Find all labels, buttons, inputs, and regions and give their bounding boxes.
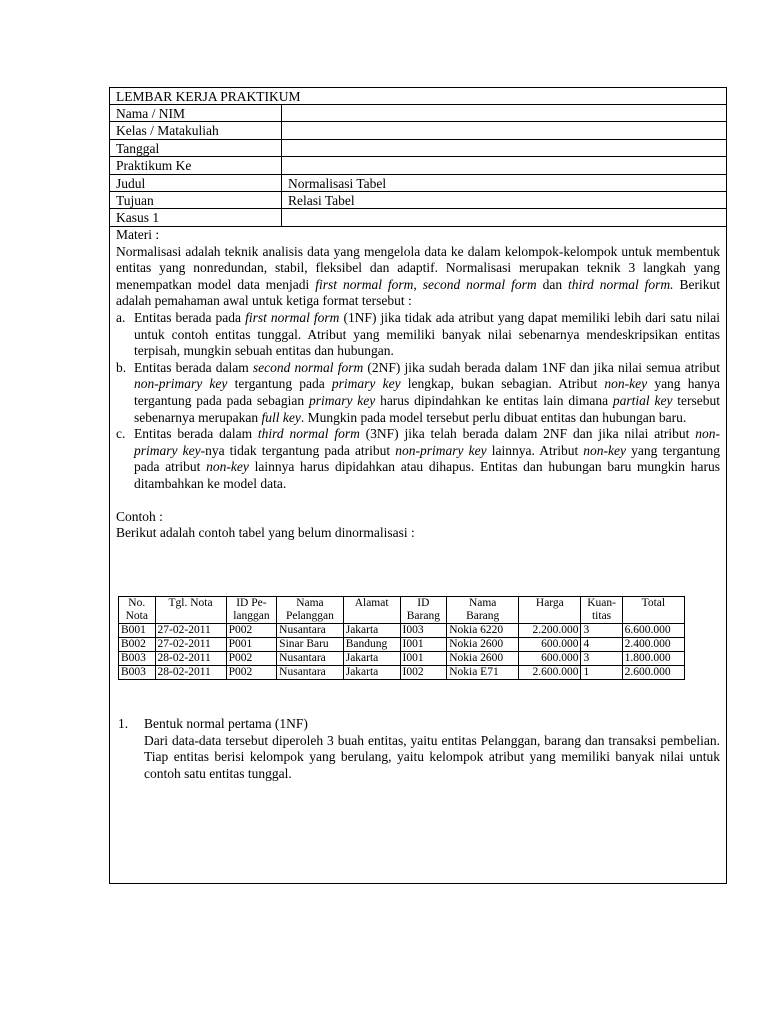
table-cell: 600.000 bbox=[519, 638, 581, 652]
table-cell: 4 bbox=[581, 638, 622, 652]
table-body bbox=[119, 624, 685, 680]
table-cell: 600.000 bbox=[519, 652, 581, 666]
table-cell: I001 bbox=[400, 652, 447, 666]
table-cell: Nokia 6220 bbox=[447, 624, 519, 638]
table-header-cell: No. Nota bbox=[119, 597, 156, 624]
table-header-cell: Nama Barang bbox=[447, 597, 519, 624]
table-cell: 27-02-2011 bbox=[155, 638, 226, 652]
table-row bbox=[119, 666, 685, 680]
table-cell: Nokia E71 bbox=[447, 666, 519, 680]
materi-section bbox=[116, 227, 720, 542]
table-cell: Nusantara bbox=[277, 666, 344, 680]
header-row-label: Judul bbox=[116, 175, 146, 191]
table-cell: 2.200.000 bbox=[519, 624, 581, 638]
header-row bbox=[110, 105, 726, 122]
materi-list-item: c. Entitas berada dalam third normal form (3NF) jika telah berada dalam 2NF dan jika nilai atribut non-primary key-nya tidak tergantung pada atribut non-primary key lainnya. Atribut non-key yang tergantung pada atribut non-key lainnya harus dipidahkan atau dihapus. Entitas dan hubungan baru mungkin harus ditambahkan ke model data. bbox=[116, 426, 721, 491]
materi-heading: Materi : bbox=[116, 227, 160, 242]
header-row-value: Relasi Tabel bbox=[288, 193, 355, 208]
table-cell: 28-02-2011 bbox=[155, 666, 226, 680]
table-cell: B001 bbox=[119, 624, 156, 638]
table-header-cell: Nama Pelanggan bbox=[277, 597, 344, 624]
header-row-label: Tanggal bbox=[116, 140, 160, 156]
table-cell: I003 bbox=[400, 624, 447, 638]
materi-intro: Normalisasi adalah teknik analisis data yang mengelola data ke dalam kelompok-kelompok untuk membentuk entitas yang nonredundan, stabil, fleksibel dan adaptif. Normalisasi merupakan teknik 3 langkah yang menempatkan model data menjadi first normal form, second normal form dan third normal form. Berikut adalah pemahaman awal untuk ketiga format tersebut : bbox=[116, 243, 721, 309]
table-cell: Nusantara bbox=[277, 624, 344, 638]
table-cell: B003 bbox=[119, 652, 156, 666]
materi-list bbox=[116, 310, 720, 493]
header-row bbox=[110, 157, 726, 174]
table-cell: P002 bbox=[226, 624, 277, 638]
table-cell: 2.600.000 bbox=[622, 666, 684, 680]
header-row-label: Nama / NIM bbox=[116, 106, 185, 121]
section-1nf-title bbox=[118, 716, 720, 733]
header-row bbox=[110, 192, 726, 209]
table-cell: 1 bbox=[581, 666, 622, 680]
table-header-cell: Total bbox=[622, 597, 684, 624]
header-row-label: Praktikum Ke bbox=[116, 158, 192, 174]
contoh-heading: Contoh : bbox=[116, 508, 163, 524]
table-row bbox=[119, 638, 685, 652]
table-cell: 6.600.000 bbox=[622, 624, 684, 638]
table-header-cell: ID Pe- langgan bbox=[226, 597, 277, 624]
table-cell: Bandung bbox=[343, 638, 400, 652]
header-row bbox=[110, 209, 726, 226]
table-cell: B002 bbox=[119, 638, 156, 652]
table-row bbox=[119, 652, 685, 666]
table-cell: B003 bbox=[119, 666, 156, 680]
header-row-label: Tujuan bbox=[116, 193, 154, 208]
header-row-label: Kasus 1 bbox=[116, 210, 160, 226]
table-header-cell: Harga bbox=[519, 597, 581, 624]
table-cell: Jakarta bbox=[343, 666, 400, 680]
table-header-cell: Alamat bbox=[343, 597, 400, 624]
table-header-cell: ID Barang bbox=[400, 597, 447, 624]
table-cell: Nusantara bbox=[277, 652, 344, 666]
contoh-text: Berikut adalah contoh tabel yang belum dinormalisasi : bbox=[116, 525, 415, 541]
table-cell: I001 bbox=[400, 638, 447, 652]
worksheet-title: LEMBAR KERJA PRAKTIKUM bbox=[116, 89, 301, 104]
table-cell: Nokia 2600 bbox=[447, 652, 519, 666]
worksheet bbox=[109, 87, 727, 884]
header-row bbox=[110, 140, 726, 157]
table-row bbox=[119, 624, 685, 638]
table-cell: P002 bbox=[226, 652, 277, 666]
table-cell: Jakarta bbox=[343, 624, 400, 638]
table-cell: Nokia 2600 bbox=[447, 638, 519, 652]
header-row-value: Normalisasi Tabel bbox=[288, 175, 387, 191]
section-1nf bbox=[118, 716, 720, 782]
header-row bbox=[110, 122, 726, 139]
table-cell: P002 bbox=[226, 666, 277, 680]
header-row bbox=[110, 175, 726, 192]
table-cell: Jakarta bbox=[343, 652, 400, 666]
table-cell: 1.800.000 bbox=[622, 652, 684, 666]
unnormalized-table bbox=[118, 596, 685, 680]
table-header-cell: Kuan- titas bbox=[581, 597, 622, 624]
section-1nf-number: 1. bbox=[118, 716, 129, 731]
header-row-label: Kelas / Matakuliah bbox=[116, 123, 219, 139]
table-cell: I002 bbox=[400, 666, 447, 680]
materi-list-item: a. Entitas berada pada first normal form (1NF) jika tidak ada atribut yang dapat memiliki lebih dari satu nilai untuk contoh entitas tunggal. Atribut yang memiliki banyak nilai sebenarnya mendeskripsikan entitas terpisah, mungkin sebuah entitas dan hubungan. bbox=[116, 309, 720, 359]
table-cell: 27-02-2011 bbox=[155, 624, 226, 638]
table-cell: 2.400.000 bbox=[622, 638, 684, 652]
worksheet-title-row bbox=[110, 88, 726, 105]
table-header-cell: Tgl. Nota bbox=[155, 597, 226, 624]
materi-list-item: b. Entitas berada dalam second normal form (2NF) jika sudah berada dalam 1NF dan jika nilai semua atribut non-primary key tergantung pada primary key lengkap, bukan sebagian. Atribut non-key yang hanya tergantung pada pada sebagian primary key harus dipindahkan ke entitas lain dimana partial key tersebut sebenarnya merupakan full key. Mungkin pada model tersebut perlu dibuat entitas dan hubungan baru. bbox=[116, 359, 720, 425]
table-cell: Sinar Baru bbox=[277, 638, 344, 652]
table-cell: P001 bbox=[226, 638, 277, 652]
table-cell: 28-02-2011 bbox=[155, 652, 226, 666]
table-header-row bbox=[119, 597, 685, 624]
table-cell: 2.600.000 bbox=[519, 666, 581, 680]
section-1nf-title-text: Bentuk normal pertama (1NF) bbox=[144, 716, 308, 731]
table-cell: 3 bbox=[581, 652, 622, 666]
section-1nf-body: Dari data-data tersebut diperoleh 3 buah entitas, yaitu entitas Pelanggan, barang dan transaksi pembelian. Tiap entitas berisi kelompok yang berulang, yaitu kelompok atribut yang memiliki banyak nilai untuk contoh satu entitas tunggal. bbox=[144, 732, 720, 781]
table-cell: 3 bbox=[581, 624, 622, 638]
